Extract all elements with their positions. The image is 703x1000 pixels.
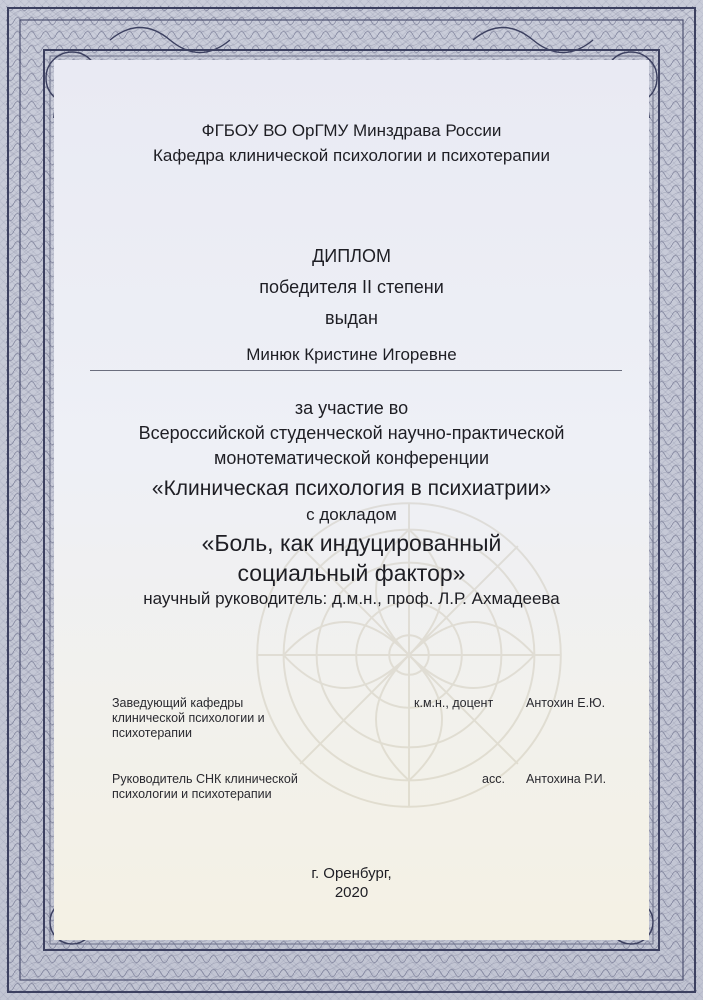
supervisor: научный руководитель: д.м.н., проф. Л.Р. Ахмадеева	[143, 589, 560, 608]
department-name: Кафедра клинической психологии и психотерапии	[152, 146, 551, 165]
signatory-1-role-line: клинической психологии и	[112, 711, 265, 725]
report-label: с докладом	[306, 505, 397, 524]
recipient-underline	[90, 370, 622, 371]
signatory-1-name: Антохин Е.Ю.	[526, 696, 606, 710]
signatory-2-role	[112, 772, 298, 802]
signatory-2-role-line: психологии и психотерапии	[112, 787, 272, 801]
conference-title: «Клиническая психология в психиатрии»	[151, 477, 552, 500]
conference-line-1: Всероссийской студенческой научно-практической	[138, 423, 565, 443]
signatory-2-name: Антохина Р.И.	[526, 772, 607, 786]
signatory-2-role-line: Руководитель СНК клинической	[112, 772, 298, 786]
signatory-1-role-line: Заведующий кафедры	[112, 696, 244, 710]
report-title-line-1: «Боль, как индуцированный	[201, 530, 502, 556]
diploma-title: ДИПЛОМ	[312, 246, 391, 266]
signatory-1-degree: к.м.н., доцент	[414, 696, 494, 710]
issued-label: выдан	[325, 308, 378, 328]
organization-name: ФГБОУ ВО ОрГМУ Минздрава России	[201, 121, 502, 140]
year: 2020	[334, 884, 369, 901]
signatory-2-degree: асс.	[482, 772, 505, 786]
report-title-line-2: социальный фактор»	[237, 560, 466, 586]
signatory-1-role	[112, 696, 265, 741]
conference-line-2: монотематической конференции	[213, 448, 490, 468]
participation-label: за участие во	[294, 398, 409, 418]
recipient-name: Минюк Кристине Игоревне	[246, 345, 457, 364]
signatory-1-role-line: психотерапии	[112, 726, 192, 740]
diploma-degree: победителя II степени	[259, 277, 444, 297]
city: г. Оренбург,	[311, 865, 392, 882]
